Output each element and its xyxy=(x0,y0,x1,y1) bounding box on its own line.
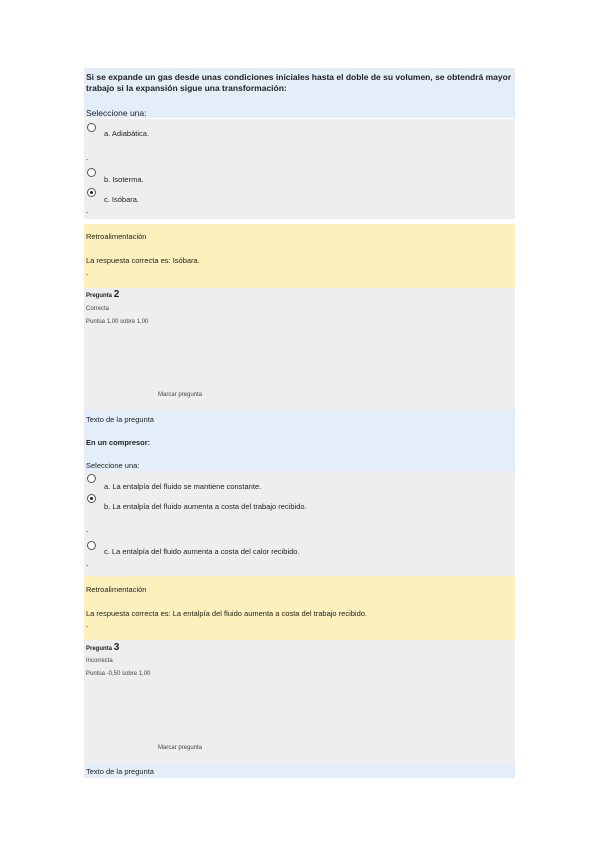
q1-select-prompt: Seleccione una: xyxy=(86,108,147,118)
q2-info-block xyxy=(84,288,515,410)
q1-option-c-radio[interactable] xyxy=(87,188,96,197)
q3-flag-button[interactable]: Marcar pregunta xyxy=(158,745,203,751)
q3-text-title: Texto de la pregunta xyxy=(86,767,154,776)
q1-option-b-radio[interactable] xyxy=(87,168,96,177)
q2-option-a-radio[interactable] xyxy=(87,474,96,483)
q2-feedback-block xyxy=(84,576,515,640)
q1-feedback-dash: - xyxy=(86,272,89,279)
q2-feedback-dash: - xyxy=(86,624,89,631)
q3-number xyxy=(86,642,119,653)
q2-score: Puntúa 1,00 sobre 1,00 xyxy=(86,319,149,325)
q1-dash-1: - xyxy=(86,157,89,164)
q3-info-block xyxy=(84,640,515,764)
q2-option-b-radio[interactable] xyxy=(87,494,96,503)
q1-feedback-title: Retroalimentación xyxy=(86,232,147,241)
q2-number xyxy=(86,289,119,300)
q2-feedback-title: Retroalimentación xyxy=(86,585,147,594)
q1-question-text: Si se expande un gas desde unas condiciones iniciales hasta el doble de su volumen, se obtendrá mayor trabajo si la expansión sigue una transformación: xyxy=(86,72,512,93)
q2-dash-1: - xyxy=(86,529,89,536)
q1-feedback-text: La respuesta correcta es: Isóbara. xyxy=(86,256,200,265)
q2-select-prompt: Seleccione una: xyxy=(86,461,140,470)
q1-option-c-label: c. Isóbara. xyxy=(104,195,140,204)
q2-text-title: Texto de la pregunta xyxy=(86,415,154,424)
q3-number-label: Pregunta xyxy=(86,646,113,652)
q2-number-label: Pregunta xyxy=(86,293,113,299)
q2-option-c-radio[interactable] xyxy=(87,541,96,550)
q3-status: Incorrecta xyxy=(86,658,113,664)
q1-dash-2: - xyxy=(86,210,89,217)
q2-status: Correcta xyxy=(86,306,110,312)
q2-option-c-label: c. La entalpía del fluido aumenta a costa del calor recibido. xyxy=(104,547,300,556)
q2-question-text: En un compresor: xyxy=(86,438,151,447)
q2-option-b-label: b. La entalpía del fluido aumenta a costa del trabajo recibido. xyxy=(104,502,307,511)
q1-option-b-label: b. Isoterma. xyxy=(104,175,144,184)
q2-flag-button[interactable]: Marcar pregunta xyxy=(158,392,203,398)
q2-dash-2: - xyxy=(86,563,89,570)
q2-option-a-label: a. La entalpía del fluido se mantiene constante. xyxy=(104,482,262,491)
q1-option-a-label: a. Adiabática. xyxy=(104,129,150,138)
q2-feedback-text: La respuesta correcta es: La entalpía del fluido aumenta a costa del trabajo recibido. xyxy=(86,609,368,618)
q3-score: Puntúa -0,50 sobre 1,00 xyxy=(86,671,151,677)
q2-number-value: 2 xyxy=(113,289,120,300)
q1-option-a-radio[interactable] xyxy=(87,123,96,132)
q3-number-value: 3 xyxy=(113,642,120,653)
